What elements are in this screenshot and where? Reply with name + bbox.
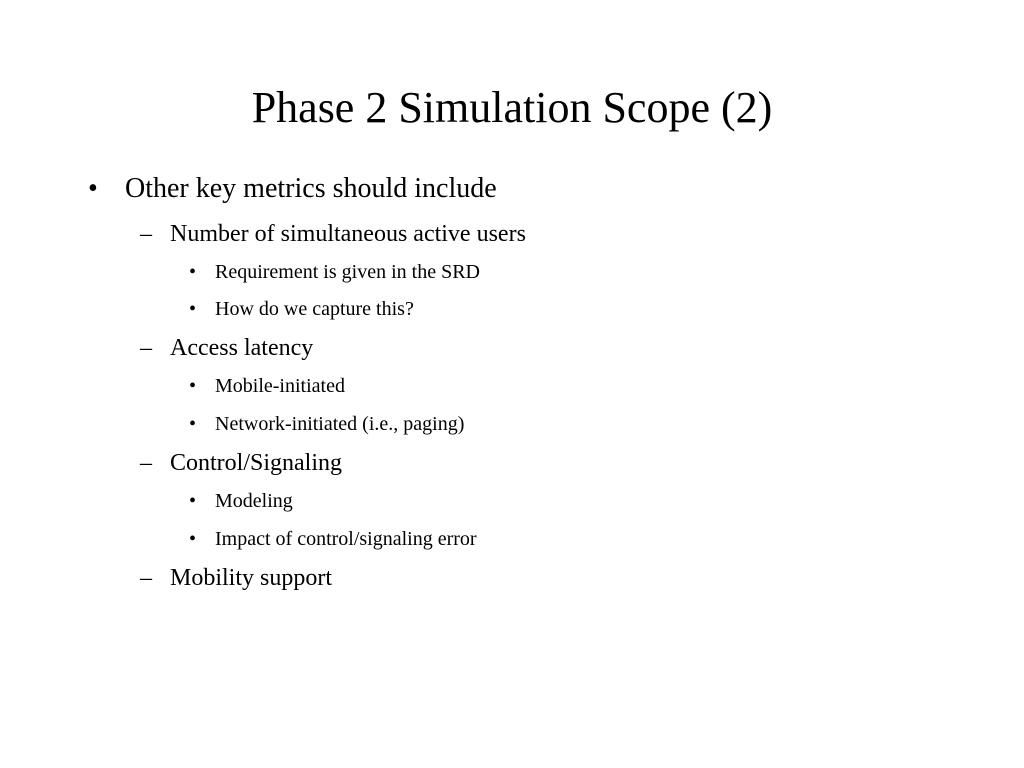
sub-sub-bullet-text: Impact of control/signaling error xyxy=(215,528,477,550)
sub-sub-bullet-marker: • xyxy=(189,298,197,320)
sub-sub-bullet-text: How do we capture this? xyxy=(215,298,414,320)
sub-bullet-text: Number of simultaneous active users xyxy=(170,221,526,247)
sub-sub-bullet-marker: • xyxy=(189,261,197,283)
sub-bullet-marker: – xyxy=(140,335,152,361)
slide-title: Phase 2 Simulation Scope (2) xyxy=(251,83,773,132)
sub-bullet-marker: – xyxy=(140,450,152,476)
sub-bullet-text: Mobility support xyxy=(170,565,333,591)
sub-bullet-text: Control/Signaling xyxy=(170,450,343,476)
sub-sub-bullet-marker: • xyxy=(189,375,197,397)
sub-bullet-marker: – xyxy=(140,565,152,591)
sub-bullet-marker: – xyxy=(140,221,152,247)
sub-sub-bullet-text: Requirement is given in the SRD xyxy=(215,261,480,283)
sub-sub-bullet-marker: • xyxy=(189,528,197,550)
sub-sub-bullet-marker: • xyxy=(189,490,197,512)
sub-sub-bullet-text: Modeling xyxy=(215,490,293,512)
sub-sub-bullet-marker: • xyxy=(189,413,197,435)
bullet-text: Other key metrics should include xyxy=(125,173,497,204)
sub-sub-bullet-text: Network-initiated (i.e., paging) xyxy=(215,413,465,435)
bullet-marker: • xyxy=(88,173,98,204)
sub-sub-bullet-text: Mobile-initiated xyxy=(215,375,345,397)
sub-bullet-text: Access latency xyxy=(170,335,314,361)
